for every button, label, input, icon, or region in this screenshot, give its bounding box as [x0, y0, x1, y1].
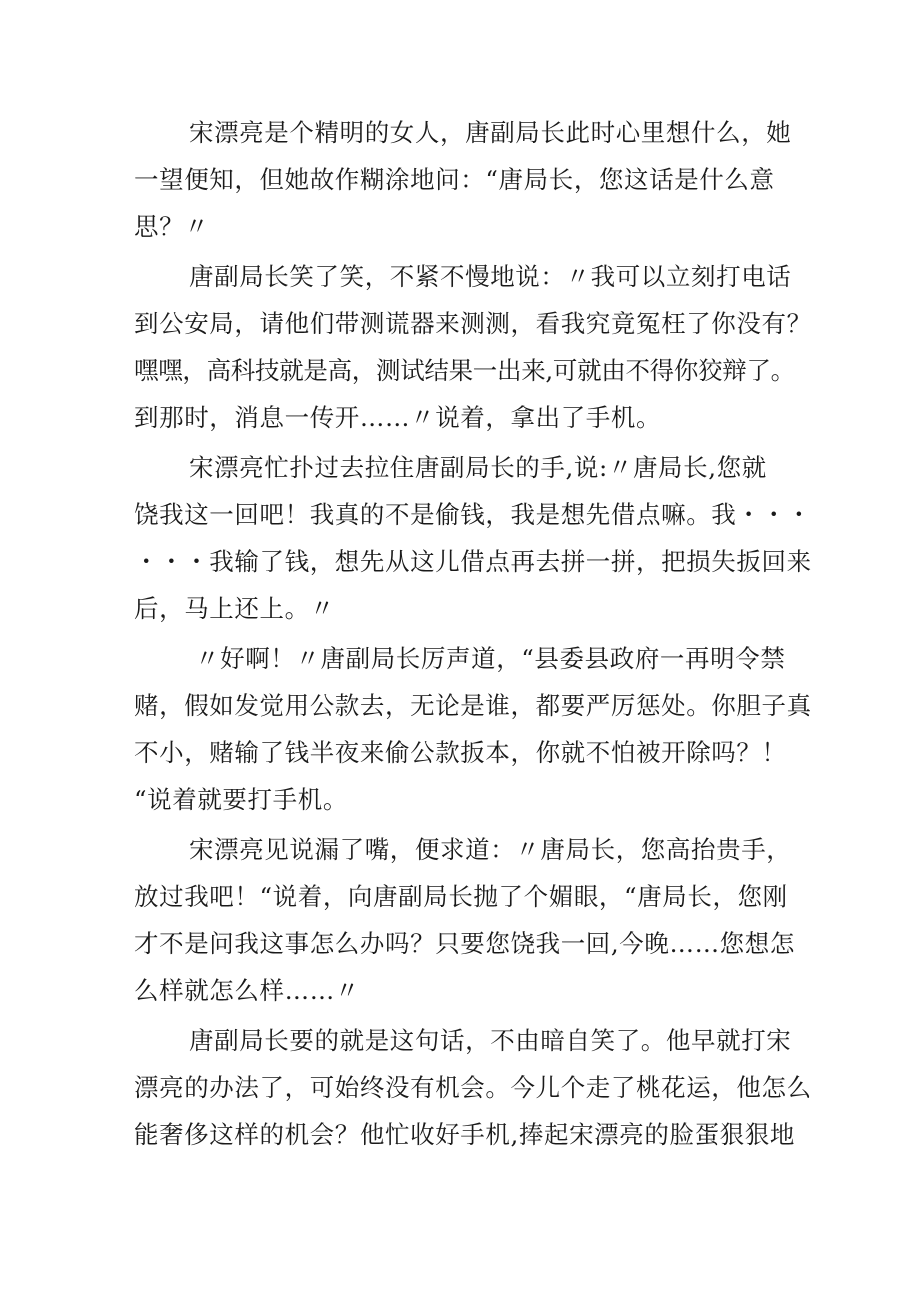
- text-line: 到那时，消息一传开……〃说着，拿出了手机。: [134, 403, 662, 432]
- text-line: 漂亮的办法了，可始终没有机会。今儿个走了桃花运，他怎么: [134, 1073, 812, 1102]
- text-line: 才不是问我这事怎么办吗？只要您饶我一回,今晚……您想怎: [134, 929, 795, 958]
- text-line: 后，马上还上。〃: [134, 594, 335, 623]
- text-line: 么样就怎么样……〃: [134, 976, 360, 1005]
- text-line: 唐副局长要的就是这句话，不由暗自笑了。他早就打宋: [189, 1026, 792, 1055]
- text-line: 到公安局，请他们带测谎器来测测，看我究竟冤枉了你没有？: [134, 309, 812, 338]
- text-line: 一望便知，但她故作糊涂地问：“唐局长，您这话是什么意: [134, 165, 775, 194]
- text-line: “说着就要打手机。: [134, 785, 348, 814]
- text-line: 嘿嘿，高科技就是高，测试结果一出来,可就由不得你狡辩了。: [134, 356, 795, 385]
- text-line: 放过我吧！“说着，向唐副局长抛了个媚眼，“唐局长，您刚: [134, 882, 788, 911]
- text-line: 能奢侈这样的机会？他忙收好手机,捧起宋漂亮的脸蛋狠狠地: [134, 1120, 795, 1149]
- text-line: 宋漂亮是个精明的女人，唐副局长此时心里想什么，她: [189, 118, 792, 147]
- text-line: 思？〃: [134, 212, 210, 241]
- text-line: 饶我这一回吧！我真的不是偷钱，我是想先借点嘛。我・・・: [134, 500, 812, 529]
- text-line: 〃好啊！〃唐副局长厉声道，“县委县政府一再明令禁: [195, 644, 786, 673]
- text-line: 赌，假如发觉用公款去，无论是谁，都要严厉惩处。你胆子真: [134, 691, 812, 720]
- text-line: 宋漂亮忙扑过去拉住唐副局长的手,说:〃唐局长,您就: [189, 453, 767, 482]
- text-line: 唐副局长笑了笑，不紧不慢地说：〃我可以立刻打电话: [189, 262, 792, 291]
- text-line: ・・・我输了钱，想先从这儿借点再去拼一拼，把损失扳回来: [134, 547, 812, 576]
- text-line: 宋漂亮见说漏了嘴，便求道：〃唐局长，您高抬贵手，: [189, 835, 792, 864]
- text-line: 不小，赌输了钱半夜来偷公款扳本，你就不怕被开除吗？！: [134, 738, 787, 767]
